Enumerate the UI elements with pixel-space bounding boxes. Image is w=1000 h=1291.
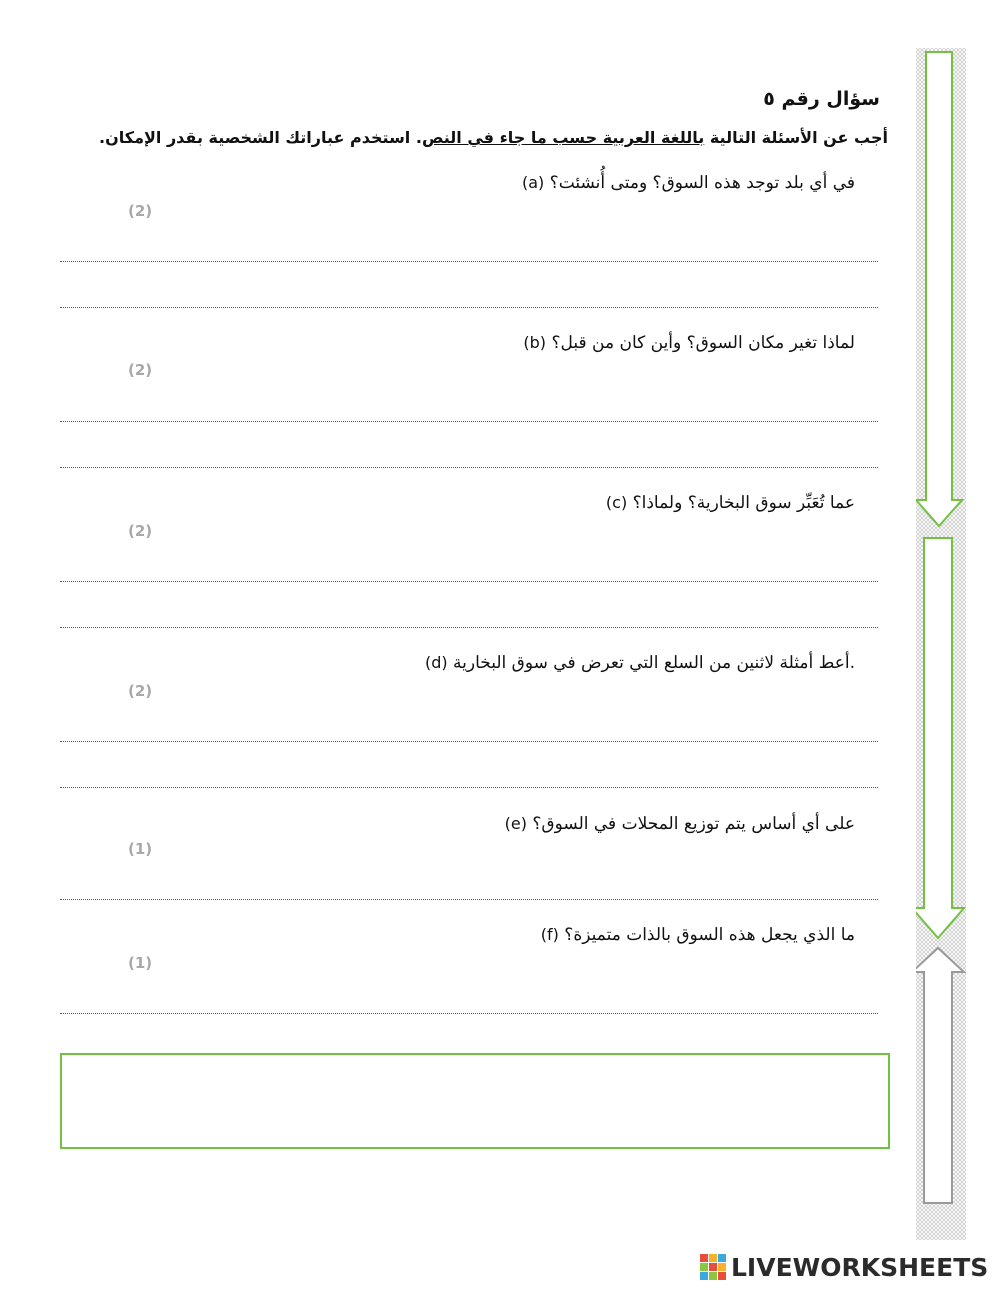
question-a xyxy=(522,173,855,193)
question-text: أعط أمثلة لاثنين من السلع التي تعرض في سوق البخارية. xyxy=(453,653,855,673)
logo-cell xyxy=(718,1254,726,1262)
logo-cell xyxy=(700,1272,708,1280)
logo-cell xyxy=(709,1254,717,1262)
answer-line-c2[interactable] xyxy=(60,627,878,628)
answer-line-f1[interactable] xyxy=(60,1013,878,1014)
logo-cell xyxy=(718,1263,726,1271)
scroll-arrows-strip xyxy=(916,48,966,1240)
question-b xyxy=(523,333,855,353)
question-label: (f) xyxy=(540,925,559,944)
question-label: (d) xyxy=(424,653,448,672)
marks-e: (1) xyxy=(128,840,153,858)
logo-cell xyxy=(709,1272,717,1280)
marks-f: (1) xyxy=(128,954,153,972)
instruction-part1: أجب عن الأسئلة التالية xyxy=(704,128,888,147)
answer-line-a1[interactable] xyxy=(60,261,878,262)
answer-line-d2[interactable] xyxy=(60,787,878,788)
answer-line-d1[interactable] xyxy=(60,741,878,742)
logo-cell xyxy=(718,1272,726,1280)
question-label: (b) xyxy=(523,333,547,352)
answer-line-a2[interactable] xyxy=(60,307,878,308)
answer-line-e1[interactable] xyxy=(60,899,878,900)
answer-line-c1[interactable] xyxy=(60,581,878,582)
liveworksheets-logo xyxy=(700,1252,988,1282)
answer-line-b2[interactable] xyxy=(60,467,878,468)
logo-text: LIVEWORKSHEETS xyxy=(731,1252,989,1282)
logo-cell xyxy=(700,1254,708,1262)
logo-grid-icon xyxy=(700,1254,726,1280)
question-label: (e) xyxy=(504,814,527,833)
logo-cell xyxy=(709,1263,717,1271)
logo-cell xyxy=(700,1263,708,1271)
marks-c: (2) xyxy=(128,522,153,540)
marks-b: (2) xyxy=(128,361,153,379)
marks-a: (2) xyxy=(128,202,153,220)
question-c xyxy=(606,493,855,513)
question-label: (c) xyxy=(605,493,628,512)
question-text: عما تُعَبِّر سوق البخارية؟ ولماذا؟ xyxy=(632,493,855,513)
marks-d: (2) xyxy=(128,682,153,700)
question-text: ما الذي يجعل هذه السوق بالذات متميزة؟ xyxy=(564,925,855,945)
question-text: في أي بلد توجد هذه السوق؟ ومتى أُنشئت؟ xyxy=(549,173,855,193)
instruction-underlined: باللغة العربية حسب ما جاء في النص xyxy=(421,128,705,147)
question-label: (a) xyxy=(521,173,545,192)
instruction-part3: . استخدم عباراتك الشخصية بقدر الإمكان. xyxy=(99,128,422,147)
instruction-text xyxy=(99,128,888,147)
question-heading: سؤال رقم ٥ xyxy=(763,88,880,110)
answer-box[interactable] xyxy=(60,1053,890,1149)
answer-line-b1[interactable] xyxy=(60,421,878,422)
question-text: على أي أساس يتم توزيع المحلات في السوق؟ xyxy=(532,814,855,834)
question-d xyxy=(425,653,855,673)
question-f xyxy=(541,925,855,945)
question-text: لماذا تغير مكان السوق؟ وأين كان من قبل؟ xyxy=(551,333,855,353)
question-e xyxy=(505,814,855,834)
